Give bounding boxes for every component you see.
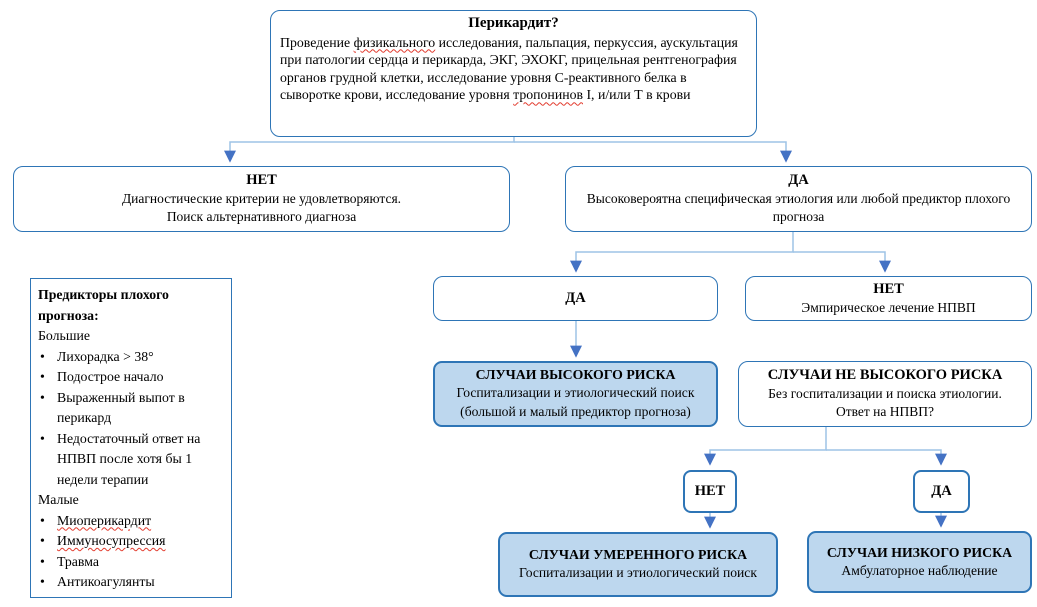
list-item (38, 531, 224, 552)
node-body (280, 34, 747, 104)
node-line: Ответ на НПВП? (835, 404, 935, 420)
bullet-marker (38, 531, 57, 552)
node-line: Эмпирическое лечение НПВП (801, 299, 976, 315)
list-item-text: Травма (57, 553, 99, 569)
list-item (38, 572, 224, 593)
misspelled-word: тропонинов (513, 87, 583, 103)
list-item-text: Миоперикардит (57, 512, 152, 528)
list-item (38, 347, 224, 368)
node-line: Амбулаторное наблюдение (841, 562, 998, 578)
node-yes-etiology (565, 166, 1032, 232)
bullet-marker (38, 572, 57, 593)
body-text-segment: Проведение (280, 34, 354, 50)
node-high-risk (433, 361, 718, 427)
node-pericarditis-question (270, 10, 757, 137)
node-title: СЛУЧАИ ВЫСОКОГО РИСКА (475, 367, 676, 383)
node-line: Госпитализации и этиологический поиск (456, 385, 695, 401)
node-no-criteria (13, 166, 510, 232)
node-label: НЕТ (246, 171, 277, 188)
node-yes-predictor (433, 276, 718, 321)
node-label: НЕТ (694, 483, 726, 500)
list-item-text: Недостаточный ответ на НПВП после хотя бы 1 недели терапии (57, 430, 201, 487)
node-line: Госпитализации и этиологический поиск (519, 565, 757, 581)
list-item-text: Лихорадка > 38° (57, 348, 154, 364)
misspelled-word: физикального (353, 34, 436, 50)
node-line: (большой и малый предиктор прогноза) (460, 403, 691, 419)
bullet-marker (38, 347, 57, 368)
list-item (38, 511, 224, 532)
group-label-major: Большие (38, 328, 90, 343)
node-line: Поиск альтернативного диагноза (166, 209, 357, 225)
node-label: ДА (931, 483, 952, 500)
node-title: Перикардит? (468, 15, 559, 31)
node-label: ДА (788, 171, 809, 188)
node-not-high-risk (738, 361, 1032, 427)
bullet-marker (38, 552, 57, 573)
list-item (38, 552, 224, 573)
node-label: НЕТ (873, 280, 904, 297)
node-no-predictor (745, 276, 1032, 321)
list-item (38, 367, 224, 388)
node-low-risk (807, 531, 1032, 593)
list-item-text: Подострое начало (57, 369, 164, 384)
list-item-text: Выраженный выпот в перикард (57, 389, 185, 425)
predictors-heading: Предикторы плохого прогноза: (38, 287, 169, 323)
node-title: СЛУЧАИ НЕ ВЫСОКОГО РИСКА (767, 366, 1003, 383)
group-label-minor: Малые (38, 492, 79, 507)
node-line: Высоковероятна специфическая этиология или любой предиктор плохого прогноза (586, 190, 1011, 225)
node-no-nsaid-response (683, 470, 737, 513)
bullet-marker (38, 367, 57, 388)
node-label: ДА (565, 290, 586, 307)
list-item (38, 429, 224, 491)
body-text-segment: исследования, пальпация, перкуссия, аускультация при патологии сердца и перикарда, ЭКГ, ЭХОКГ, прицельная рентгенография органов грудной клетки, исследование уровня С-реактивного белка в сыворотке крови, исследование уровня (280, 34, 738, 103)
bullet-marker (38, 429, 57, 491)
list-item (38, 388, 224, 429)
list-item-text: Иммуносупрессия (57, 533, 166, 548)
node-title: СЛУЧАИ УМЕРЕННОГО РИСКА (528, 547, 748, 563)
bullet-marker (38, 388, 57, 429)
node-line: Диагностические критерии не удовлетворяются. (121, 190, 402, 206)
bullet-marker (38, 511, 57, 532)
predictors-panel (30, 278, 232, 598)
list-item-text: Антикоагулянты (57, 574, 155, 589)
node-moderate-risk (498, 532, 778, 597)
node-title: СЛУЧАИ НИЗКОГО РИСКА (826, 544, 1013, 560)
body-text-segment: I, и/или Т в крови (583, 87, 691, 103)
node-yes-nsaid-response (913, 470, 970, 513)
node-line: Без госпитализации и поиска этиологии. (768, 385, 1002, 401)
